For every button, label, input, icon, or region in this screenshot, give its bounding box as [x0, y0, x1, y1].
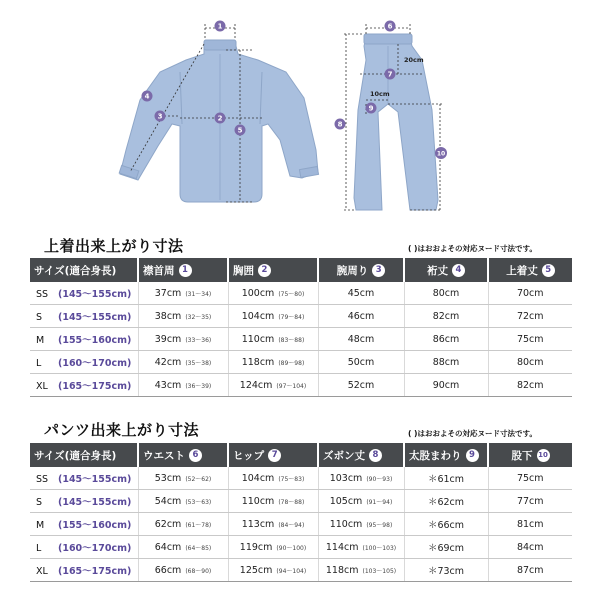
cell-text: (75〜80) — [278, 290, 305, 298]
cell-text: (83〜88) — [278, 336, 305, 344]
pants-header-row — [30, 443, 572, 467]
table-cell: 82cm — [488, 374, 572, 397]
table-cell — [228, 328, 318, 351]
cell-text: L — [36, 543, 42, 554]
table-cell — [30, 559, 138, 582]
svg-text:7: 7 — [387, 70, 393, 79]
garment-diagram — [0, 0, 600, 228]
header-size — [30, 258, 138, 282]
cell-text: 103cm — [329, 472, 363, 484]
cell-text: (160〜170cm) — [58, 543, 132, 554]
table-cell — [318, 490, 404, 513]
cell-text: (97〜104) — [276, 382, 307, 390]
table-row — [30, 467, 572, 490]
table-cell — [318, 513, 404, 536]
svg-text:4: 4 — [144, 92, 150, 101]
cell-text: (52〜62) — [185, 475, 212, 483]
cell-text: 6 — [189, 449, 202, 462]
cell-text: (31〜34) — [185, 290, 212, 298]
table-row — [30, 351, 572, 374]
cell-text: サイズ(適合身長) — [34, 264, 117, 277]
badge-9 — [366, 103, 377, 114]
cell-text: (33〜36) — [185, 336, 212, 344]
table-row — [30, 490, 572, 513]
cell-text: 110cm — [329, 518, 363, 530]
cell-text: 9 — [466, 449, 479, 462]
cell-text: (100〜103) — [362, 544, 397, 552]
cell-text: 54cm — [154, 495, 182, 507]
cell-text: (53〜63) — [185, 498, 212, 506]
table-cell — [138, 282, 228, 305]
table-cell — [138, 305, 228, 328]
table-cell — [318, 536, 404, 559]
table-cell: 77cm — [488, 490, 572, 513]
cell-text: 38cm — [154, 310, 182, 322]
cell-text: サイズ(適合身長) — [34, 449, 117, 462]
table-cell: 52cm — [318, 374, 404, 397]
jacket-header-row — [30, 258, 572, 282]
table-cell — [30, 282, 138, 305]
cell-text: S — [36, 497, 43, 508]
table-cell — [228, 351, 318, 374]
cell-text: (165〜175cm) — [58, 381, 132, 392]
table-cell: 84cm — [488, 536, 572, 559]
cell-text: 胸囲 — [233, 264, 254, 277]
header-sleeve — [404, 258, 488, 282]
badge-10 — [435, 147, 447, 159]
table-cell — [228, 374, 318, 397]
table-row — [30, 282, 572, 305]
svg-text:3: 3 — [157, 112, 163, 121]
table-cell — [228, 536, 318, 559]
cell-text: (89〜98) — [278, 359, 305, 367]
jacket-size-table — [30, 258, 572, 397]
cell-text: ズボン丈 — [323, 449, 365, 462]
jacket-note: ( )はおおよその対応ヌード寸法です。 — [408, 244, 537, 253]
cell-text: 62cm — [154, 518, 182, 530]
cell-text: (32〜35) — [185, 313, 212, 321]
badge-8 — [335, 119, 346, 130]
cell-text: S — [36, 312, 43, 323]
table-cell: 80cm — [488, 351, 572, 374]
header-length — [488, 258, 572, 282]
cell-text: (145〜155cm) — [58, 312, 132, 323]
table-cell: ＊69cm — [404, 536, 488, 559]
pants-illustration — [354, 34, 438, 210]
table-cell: 75cm — [488, 328, 572, 351]
cell-text: 5 — [542, 264, 555, 277]
cell-text: XL — [36, 566, 48, 577]
table-cell — [228, 305, 318, 328]
cell-text: 腕周り — [336, 264, 369, 277]
cell-text: 114cm — [325, 541, 359, 553]
table-cell — [30, 513, 138, 536]
cell-text: (90〜100) — [276, 544, 307, 552]
cell-text: 2 — [258, 264, 271, 277]
cell-text: 4 — [452, 264, 465, 277]
cell-text: 66cm — [154, 564, 182, 576]
cell-text: 43cm — [154, 379, 182, 391]
header-thigh — [404, 443, 488, 467]
table-cell: 46cm — [318, 305, 404, 328]
cell-text: 105cm — [329, 495, 363, 507]
cell-text: 104cm — [241, 310, 275, 322]
cell-text: 100cm — [241, 287, 275, 299]
table-cell — [138, 490, 228, 513]
table-cell: 88cm — [404, 351, 488, 374]
header-waist — [138, 443, 228, 467]
table-cell — [30, 536, 138, 559]
cell-text: (155〜160cm) — [58, 520, 132, 531]
table-row — [30, 328, 572, 351]
cell-text: (103〜105) — [362, 567, 397, 575]
table-cell — [138, 328, 228, 351]
cell-text: 118cm — [241, 356, 275, 368]
cell-text: (84〜94) — [278, 521, 305, 529]
cell-text: 裄丈 — [427, 264, 448, 277]
table-cell: ＊62cm — [404, 490, 488, 513]
table-cell: ＊66cm — [404, 513, 488, 536]
cell-text: 119cm — [239, 541, 273, 553]
svg-text:2: 2 — [217, 114, 223, 123]
table-cell: 86cm — [404, 328, 488, 351]
table-cell — [30, 328, 138, 351]
badge-7 — [385, 69, 396, 80]
cell-text: 3 — [372, 264, 385, 277]
cell-text: M — [36, 335, 45, 346]
cell-text: 8 — [369, 449, 382, 462]
table-row — [30, 559, 572, 582]
pants-note: ( )はおおよその対応ヌード寸法です。 — [408, 429, 537, 438]
table-cell — [30, 490, 138, 513]
header-size — [30, 443, 138, 467]
table-cell: 70cm — [488, 282, 572, 305]
table-cell: 81cm — [488, 513, 572, 536]
jacket-section-title: 上着出来上がり寸法 — [44, 237, 184, 255]
table-row — [30, 374, 572, 397]
table-row — [30, 513, 572, 536]
pants-size-table — [30, 443, 572, 582]
badge-5 — [235, 125, 246, 136]
cell-text: 110cm — [241, 333, 275, 345]
cell-text: (64〜85) — [185, 544, 212, 552]
cell-text: (145〜155cm) — [58, 474, 132, 485]
table-cell — [138, 351, 228, 374]
table-cell — [318, 467, 404, 490]
table-row — [30, 536, 572, 559]
cell-text: 股下 — [511, 449, 533, 462]
pants-section-title: パンツ出来上がり寸法 — [44, 421, 200, 439]
cell-text: (94〜104) — [276, 567, 307, 575]
svg-text:6: 6 — [387, 22, 393, 31]
table-cell: 45cm — [318, 282, 404, 305]
cell-text: (61〜78) — [185, 521, 212, 529]
cell-text: XL — [36, 381, 48, 392]
cell-text: (68〜90) — [185, 567, 212, 575]
svg-text:5: 5 — [237, 126, 243, 135]
cell-text: (78〜88) — [278, 498, 305, 506]
header-neck — [138, 258, 228, 282]
cell-text: 37cm — [154, 287, 182, 299]
svg-text:1: 1 — [217, 22, 223, 31]
cell-text: 53cm — [154, 472, 182, 484]
table-cell: 80cm — [404, 282, 488, 305]
cell-text: SS — [36, 289, 49, 300]
cell-text: (91〜94) — [366, 498, 393, 506]
cell-text: 7 — [268, 449, 281, 462]
cell-text: 113cm — [241, 518, 275, 530]
svg-text:9: 9 — [368, 104, 374, 113]
header-pants-length — [318, 443, 404, 467]
table-cell — [228, 513, 318, 536]
header-inseam — [488, 443, 572, 467]
cell-text: 124cm — [239, 379, 273, 391]
cell-text: 10 — [537, 449, 550, 462]
table-cell — [318, 559, 404, 582]
cell-text: M — [36, 520, 45, 531]
badge-1 — [215, 21, 226, 32]
badge-4 — [142, 91, 153, 102]
cell-text: 64cm — [154, 541, 182, 553]
table-cell: 50cm — [318, 351, 404, 374]
table-cell — [228, 282, 318, 305]
header-hip — [228, 443, 318, 467]
cell-text: 39cm — [154, 333, 182, 345]
cell-text: (165〜175cm) — [58, 566, 132, 577]
table-cell — [138, 374, 228, 397]
table-cell — [138, 467, 228, 490]
table-cell: 82cm — [404, 305, 488, 328]
cell-text: (36〜39) — [185, 382, 212, 390]
table-cell — [228, 490, 318, 513]
cell-text: (90〜93) — [366, 475, 393, 483]
cell-text: (79〜84) — [278, 313, 305, 321]
cell-text: (95〜98) — [366, 521, 393, 529]
cell-text: L — [36, 358, 42, 369]
header-arm — [318, 258, 404, 282]
table-cell — [138, 513, 228, 536]
table-cell — [30, 374, 138, 397]
cell-text: (145〜155cm) — [58, 497, 132, 508]
cell-text: (35〜38) — [185, 359, 212, 367]
cell-text: 104cm — [241, 472, 275, 484]
cell-text: 1 — [179, 264, 192, 277]
cell-text: (160〜170cm) — [58, 358, 132, 369]
cell-text: ヒップ — [233, 449, 265, 462]
svg-text:10: 10 — [436, 150, 446, 158]
badge-3 — [155, 111, 166, 122]
cell-text: (155〜160cm) — [58, 335, 132, 346]
table-cell — [138, 559, 228, 582]
table-cell — [30, 305, 138, 328]
badge-2 — [215, 113, 226, 124]
table-cell — [228, 559, 318, 582]
table-cell — [228, 467, 318, 490]
table-cell: ＊73cm — [404, 559, 488, 582]
table-cell — [138, 536, 228, 559]
cell-text: (145〜155cm) — [58, 289, 132, 300]
cell-text: 襟首周 — [143, 264, 175, 277]
cell-text: 118cm — [325, 564, 359, 576]
table-cell: 75cm — [488, 467, 572, 490]
cell-text: 42cm — [154, 356, 182, 368]
dim-10cm-label: 10cm — [370, 90, 390, 98]
dim-20cm-label: 20cm — [404, 56, 424, 64]
cell-text: 太股まわり — [409, 449, 462, 462]
cell-text: 125cm — [239, 564, 273, 576]
table-cell: 90cm — [404, 374, 488, 397]
badge-6 — [385, 21, 396, 32]
cell-text: 110cm — [241, 495, 275, 507]
table-cell: ＊61cm — [404, 467, 488, 490]
table-cell: 72cm — [488, 305, 572, 328]
table-cell: 87cm — [488, 559, 572, 582]
cell-text: (75〜83) — [278, 475, 305, 483]
header-chest — [228, 258, 318, 282]
cell-text: SS — [36, 474, 49, 485]
cell-text: ウエスト — [143, 449, 185, 462]
table-cell: 48cm — [318, 328, 404, 351]
cell-text: 上着丈 — [506, 264, 538, 277]
table-cell — [30, 351, 138, 374]
table-cell — [30, 467, 138, 490]
table-row — [30, 305, 572, 328]
svg-text:8: 8 — [337, 120, 343, 129]
